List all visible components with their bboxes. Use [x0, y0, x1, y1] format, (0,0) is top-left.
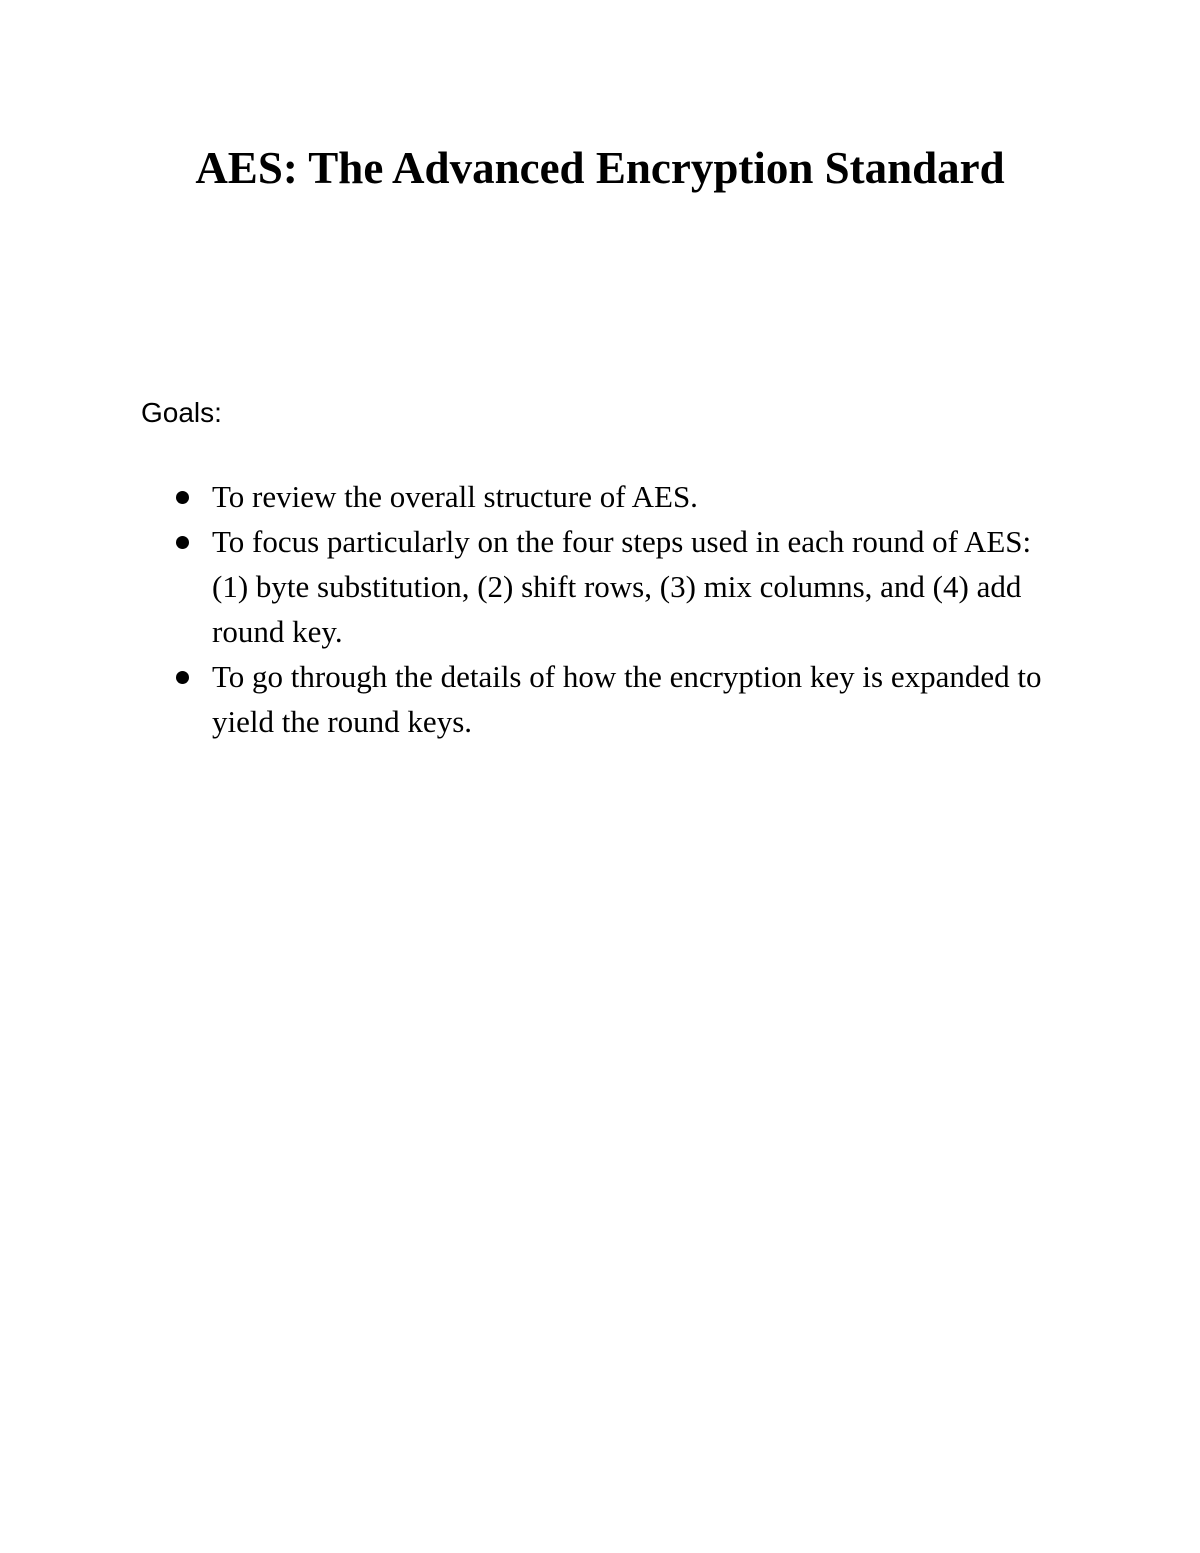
list-item — [172, 474, 1052, 519]
list-item — [172, 654, 1052, 744]
bullet-icon — [176, 491, 189, 504]
page-title: AES: The Advanced Encryption Standard — [195, 143, 1005, 193]
goal-text: To focus particularly on the four steps used in each round of AES: (1) byte substitution, (2) shift rows, (3) mix columns, and (4) add round key. — [212, 524, 1032, 649]
bullet-icon — [176, 536, 189, 549]
goals-heading: Goals: — [141, 397, 222, 428]
goals-list — [172, 474, 1052, 744]
goal-text: To go through the details of how the encryption key is expanded to yield the round keys. — [212, 659, 1042, 739]
list-item — [172, 519, 1052, 654]
bullet-icon — [176, 671, 189, 684]
goal-text: To review the overall structure of AES. — [212, 479, 698, 514]
